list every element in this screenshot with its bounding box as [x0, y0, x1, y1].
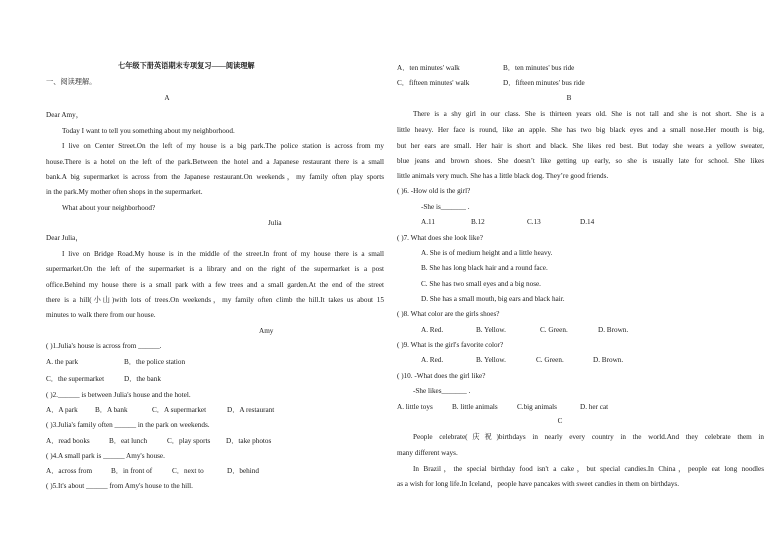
question-stem: ( )1.Julia's house is across from ______.: [46, 342, 162, 350]
letter-greeting-julia: Dear Julia，: [46, 234, 83, 242]
passage-c-label: C: [557, 417, 563, 425]
paragraph-line: People celebrate(庆祝)birthdays in nearly every country in the world.And they celebrate them in: [413, 433, 764, 441]
paragraph-line: In Brazil，the special birthday food isn't a cake，but special candies.In China，people eat long noodles: [413, 465, 764, 473]
paragraph-line: little heavy. Her face is round, like an apple. She has two big black eyes and a small nose.Her mouth is big,: [397, 126, 764, 134]
paragraph-line: bank.A big supermarket is across from the Japanese restaurant.On weekends，my family often play sports: [46, 173, 384, 181]
paragraph-line: many different ways.: [397, 449, 458, 457]
question-option: B．in front of: [111, 467, 153, 475]
paragraph-line: There is a shy girl in our class. She is thirteen years old. She is not tall and she is not short. She is a: [413, 110, 764, 118]
letter-greeting-amy: Dear Amy，: [46, 111, 83, 119]
paragraph-line: as a wish for long life.In Iceland，people have pancakes with sweet candies in them on birthdays.: [397, 480, 680, 488]
question-option: C. Green.: [536, 356, 564, 364]
question-stem: ( )3.Julia's family often ______ in the park on weekends.: [46, 421, 210, 429]
paragraph-line: supermarket.On the left of the supermarket is a library and on the right of the supermarket is a post: [46, 265, 384, 273]
question-option: C．the supermarket: [46, 375, 105, 383]
question-option: D. She has a small mouth, big ears and black hair.: [421, 295, 565, 303]
passage-b-label: B: [566, 94, 572, 102]
question-stem: ( )2.______ is between Julia's house and the hotel.: [46, 391, 191, 399]
question-option: B. Yellow.: [476, 326, 506, 334]
question-option: D．behind: [227, 467, 259, 475]
question-option: D．take photos: [226, 437, 272, 445]
question-option: A．ten minutes' walk: [397, 64, 460, 72]
question-option: A．read books: [46, 437, 90, 445]
paragraph-line: I live on Bridge Road.My house is in the middle of the street.In front of my house there is a small: [62, 250, 384, 258]
paragraph-line: blue jeans and brown shoes. She doesn’t like getting up early, so she is usually late for school. She likes: [397, 157, 764, 165]
letter-signature-julia: Julia: [268, 219, 282, 227]
paragraph-text: Today I want to tell you something about my neighborhood.: [62, 127, 235, 135]
paragraph-line: in the park.My mother often shops in the supermarket.: [46, 188, 203, 196]
question-option: D. Brown.: [593, 356, 624, 364]
question-stem: ( )9. What is the girl's favorite color?: [397, 341, 504, 349]
letter-signature-amy: Amy: [259, 327, 274, 335]
question-option: B. Yellow.: [476, 356, 506, 364]
question-option: C.big animals: [517, 403, 557, 411]
paragraph-line: minutes to walk there from our house.: [46, 311, 156, 319]
question-stem: ( )7. What does she look like?: [397, 234, 483, 242]
question-option: A. little toys: [397, 403, 433, 411]
question-option: B．A bank: [95, 406, 128, 414]
paragraph-text: What about your neighborhood?: [62, 204, 156, 212]
question-option: A. the park: [46, 358, 79, 366]
question-option: D.14: [580, 218, 595, 226]
question-option: A．across from: [46, 467, 93, 475]
paragraph-line: office.Behind my house there is a small park with a few trees and a small garden.At the end of the street: [46, 281, 384, 289]
paragraph-line: I live on Center Street.On the left of my house is a big park.The police station is across from my: [62, 142, 384, 150]
question-option: C．fifteen minutes' walk: [397, 79, 470, 87]
question-option: D．the bank: [124, 375, 161, 383]
question-option: D. her cat: [580, 403, 609, 411]
question-option: B．eat lunch: [109, 437, 148, 445]
question-option: B.12: [471, 218, 485, 226]
question-option: D．A restaurant: [227, 406, 275, 414]
question-option: A. Red.: [421, 326, 444, 334]
question-option: C. Green.: [540, 326, 568, 334]
paragraph-line: house.There is a hotel on the left of the park.Between the hotel and a Japanese restaurant there is a small: [46, 158, 384, 166]
question-option: A. She is of medium height and a little heavy.: [421, 249, 553, 257]
question-option: C．A supermarket: [152, 406, 207, 414]
paragraph-line: little animals very much. She has a little black dog. They’re good friends.: [397, 172, 609, 180]
question-option: A.11: [421, 218, 435, 226]
question-option: C．play sports: [167, 437, 211, 445]
question-option: B．the police station: [124, 358, 186, 366]
question-option: C. She has two small eyes and a big nose.: [421, 280, 541, 288]
question-stem: ( )5.It's about ______ from Amy's house to the hill.: [46, 482, 193, 490]
paragraph-line: but her ears are small. Her hair is short and black. She likes red best. But today she wears a yellow sweater,: [397, 142, 764, 150]
section-heading: 一、阅读理解。: [46, 78, 97, 86]
paragraph-line: there is a hill(小山)with lots of trees.On weekends，my family often climb the hill.It takes us about 15: [46, 296, 384, 304]
question-option: B. little animals: [452, 403, 498, 411]
question-option: D．fifteen minutes' bus ride: [503, 79, 585, 87]
question-option: B. She has long black hair and a round face.: [421, 264, 548, 272]
question-stem: ( )6. -How old is the girl?: [397, 187, 471, 195]
question-option: C.13: [527, 218, 541, 226]
page-title: 七年级下册英语期末专项复习——阅读理解: [118, 62, 255, 70]
passage-a-label: A: [164, 94, 170, 102]
question-answer-line: -She is_______ .: [421, 203, 470, 211]
question-stem: ( )4.A small park is ______ Amy's house.: [46, 452, 165, 460]
question-option: A．A park: [46, 406, 78, 414]
question-stem: ( )8. What color are the girls shoes?: [397, 310, 500, 318]
question-option: C．next to: [172, 467, 204, 475]
question-option: B．ten minutes' bus ride: [503, 64, 575, 72]
question-stem: ( )10. -What does the girl like?: [397, 372, 486, 380]
question-option: D. Brown.: [598, 326, 629, 334]
question-answer-line: -She likes_______ .: [413, 387, 471, 395]
question-option: A. Red.: [421, 356, 444, 364]
